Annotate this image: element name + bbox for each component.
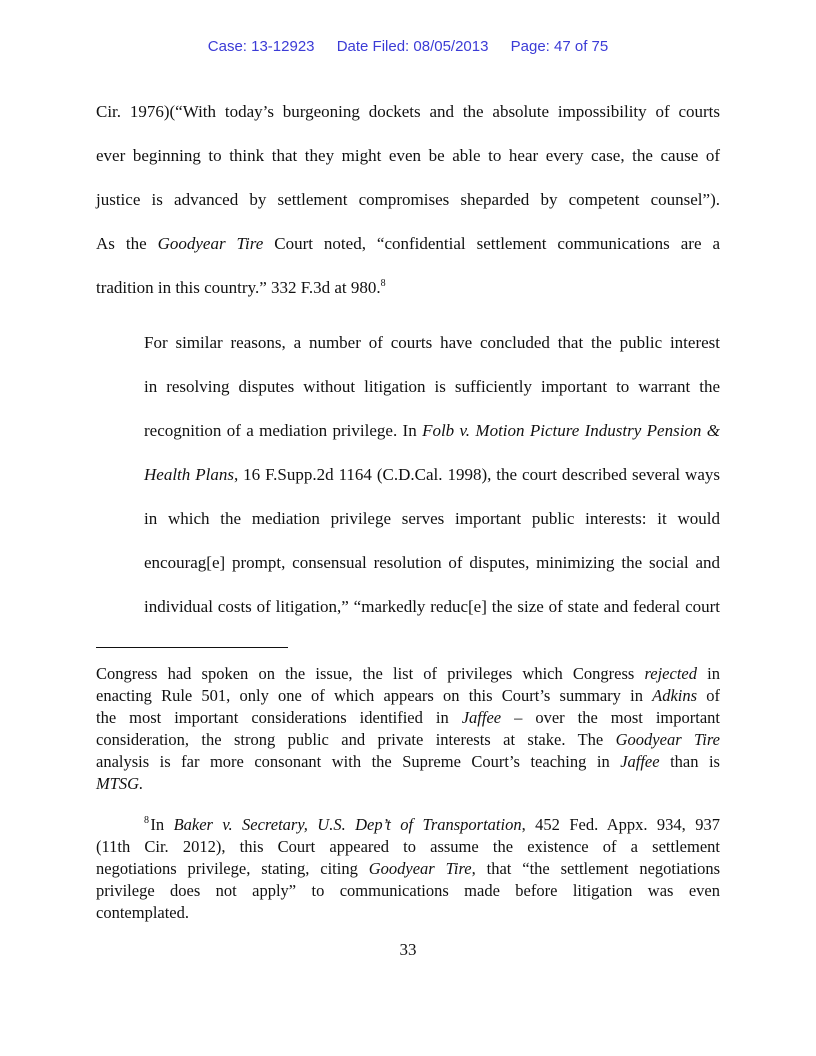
footnote-line: (11th Cir. 2012), this Court appeared to assume the existence of a settlement [96, 837, 720, 856]
page-indicator: Page: 47 of 75 [510, 38, 609, 55]
case-name: Folb v. Motion Picture Industry Pension & [422, 421, 720, 440]
footnote-line [96, 751, 720, 773]
text-line: Cir. 1976)(“With today’s burgeoning dockets and the absolute impossibility of courts [96, 102, 720, 121]
case-name: Goodyear Tire [157, 234, 264, 253]
case-name: Goodyear Tire [615, 730, 720, 749]
footnotes [96, 663, 720, 924]
text-line [96, 266, 720, 310]
text-line: in which the mediation privilege serves important public interests: it would [144, 509, 720, 528]
footnote-line: contemplated. [96, 903, 190, 922]
text-line: individual costs of litigation,” “markedly reduc[e] the size of state and federal court [144, 597, 720, 616]
text-segment: tradition in this country.” 332 F.3d at 980. [96, 278, 381, 297]
text-segment: , that “the settlement negotiations [471, 859, 720, 878]
text-segment: recognition of a mediation privilege. In [144, 421, 423, 440]
date-filed: Date Filed: 08/05/2013 [336, 38, 489, 55]
text-segment: in [697, 664, 720, 683]
text-segment: Congress had spoken on the issue, the list of privileges which Congress [96, 664, 645, 683]
text-line [96, 409, 720, 453]
text-line: in resolving disputes without litigation is sufficiently important to warrant the [144, 377, 720, 396]
footnote-line [96, 814, 720, 836]
text-line: For similar reasons, a number of courts have concluded that the public interest [144, 333, 720, 352]
case-name: Goodyear Tire [368, 859, 472, 878]
footnote-line [96, 663, 720, 685]
text-segment: analysis is far more consonant with the Supreme Court’s teaching in [96, 752, 621, 771]
case-name: Jaffee [620, 752, 660, 771]
text-segment: negotiations privilege, stating, citing [96, 859, 369, 878]
paragraph-1 [96, 90, 720, 310]
footnote-number: 8 [144, 815, 149, 826]
text-segment: enacting Rule 501, only one of which appears on this Court’s summary in [96, 686, 653, 705]
case-number: Case: 13-12923 [207, 38, 315, 55]
text-segment: , 452 Fed. Appx. 934, 937 [521, 815, 720, 834]
footnote-separator [96, 647, 288, 648]
text-segment: , 16 F.Supp.2d 1164 (C.D.Cal. 1998), the court described several ways [233, 465, 720, 484]
footnote-8 [96, 814, 720, 924]
text-line [96, 453, 720, 497]
footnote-continuation [96, 663, 720, 795]
page-number: 33 [399, 940, 417, 959]
text-line: encourag[e] prompt, consensual resolution of disputes, minimizing the social and [144, 553, 720, 572]
text-line: justice is advanced by settlement compromises sheparded by competent counsel”). [96, 190, 720, 209]
footnote-line [96, 729, 720, 751]
case-name: Jaffee [461, 708, 502, 727]
text-segment: of [697, 686, 720, 705]
case-name: Adkins [652, 686, 698, 705]
case-name: Health Plans [144, 465, 234, 484]
footnote-line: privilege does not apply” to communications made before litigation was even [96, 881, 720, 900]
text-segment: As the [96, 234, 158, 253]
text-segment: In [150, 815, 174, 834]
emphasis: rejected [644, 664, 697, 683]
case-name: Baker v. Secretary, U.S. Dep’t of Transportation [173, 815, 522, 834]
filing-header [0, 38, 816, 55]
text-line: ever beginning to think that they might even be able to hear every case, the cause of [96, 146, 720, 165]
text-segment: the most important considerations identified in [96, 708, 462, 727]
footnote-line [96, 685, 720, 707]
text-segment: consideration, the strong public and private interests at stake. The [96, 730, 616, 749]
text-segment: – over the most important [501, 708, 720, 727]
paragraph-2 [96, 321, 720, 629]
text-line [96, 222, 720, 266]
text-segment: Court noted, “confidential settlement communications are a [263, 234, 720, 253]
body-text [96, 90, 720, 629]
footnote-ref-8[interactable]: 8 [380, 278, 386, 289]
footnote-line [96, 858, 720, 880]
text-segment: than is [659, 752, 720, 771]
case-name: MTSG. [96, 774, 144, 793]
footnote-line [96, 773, 720, 795]
footnote-line [96, 707, 720, 729]
